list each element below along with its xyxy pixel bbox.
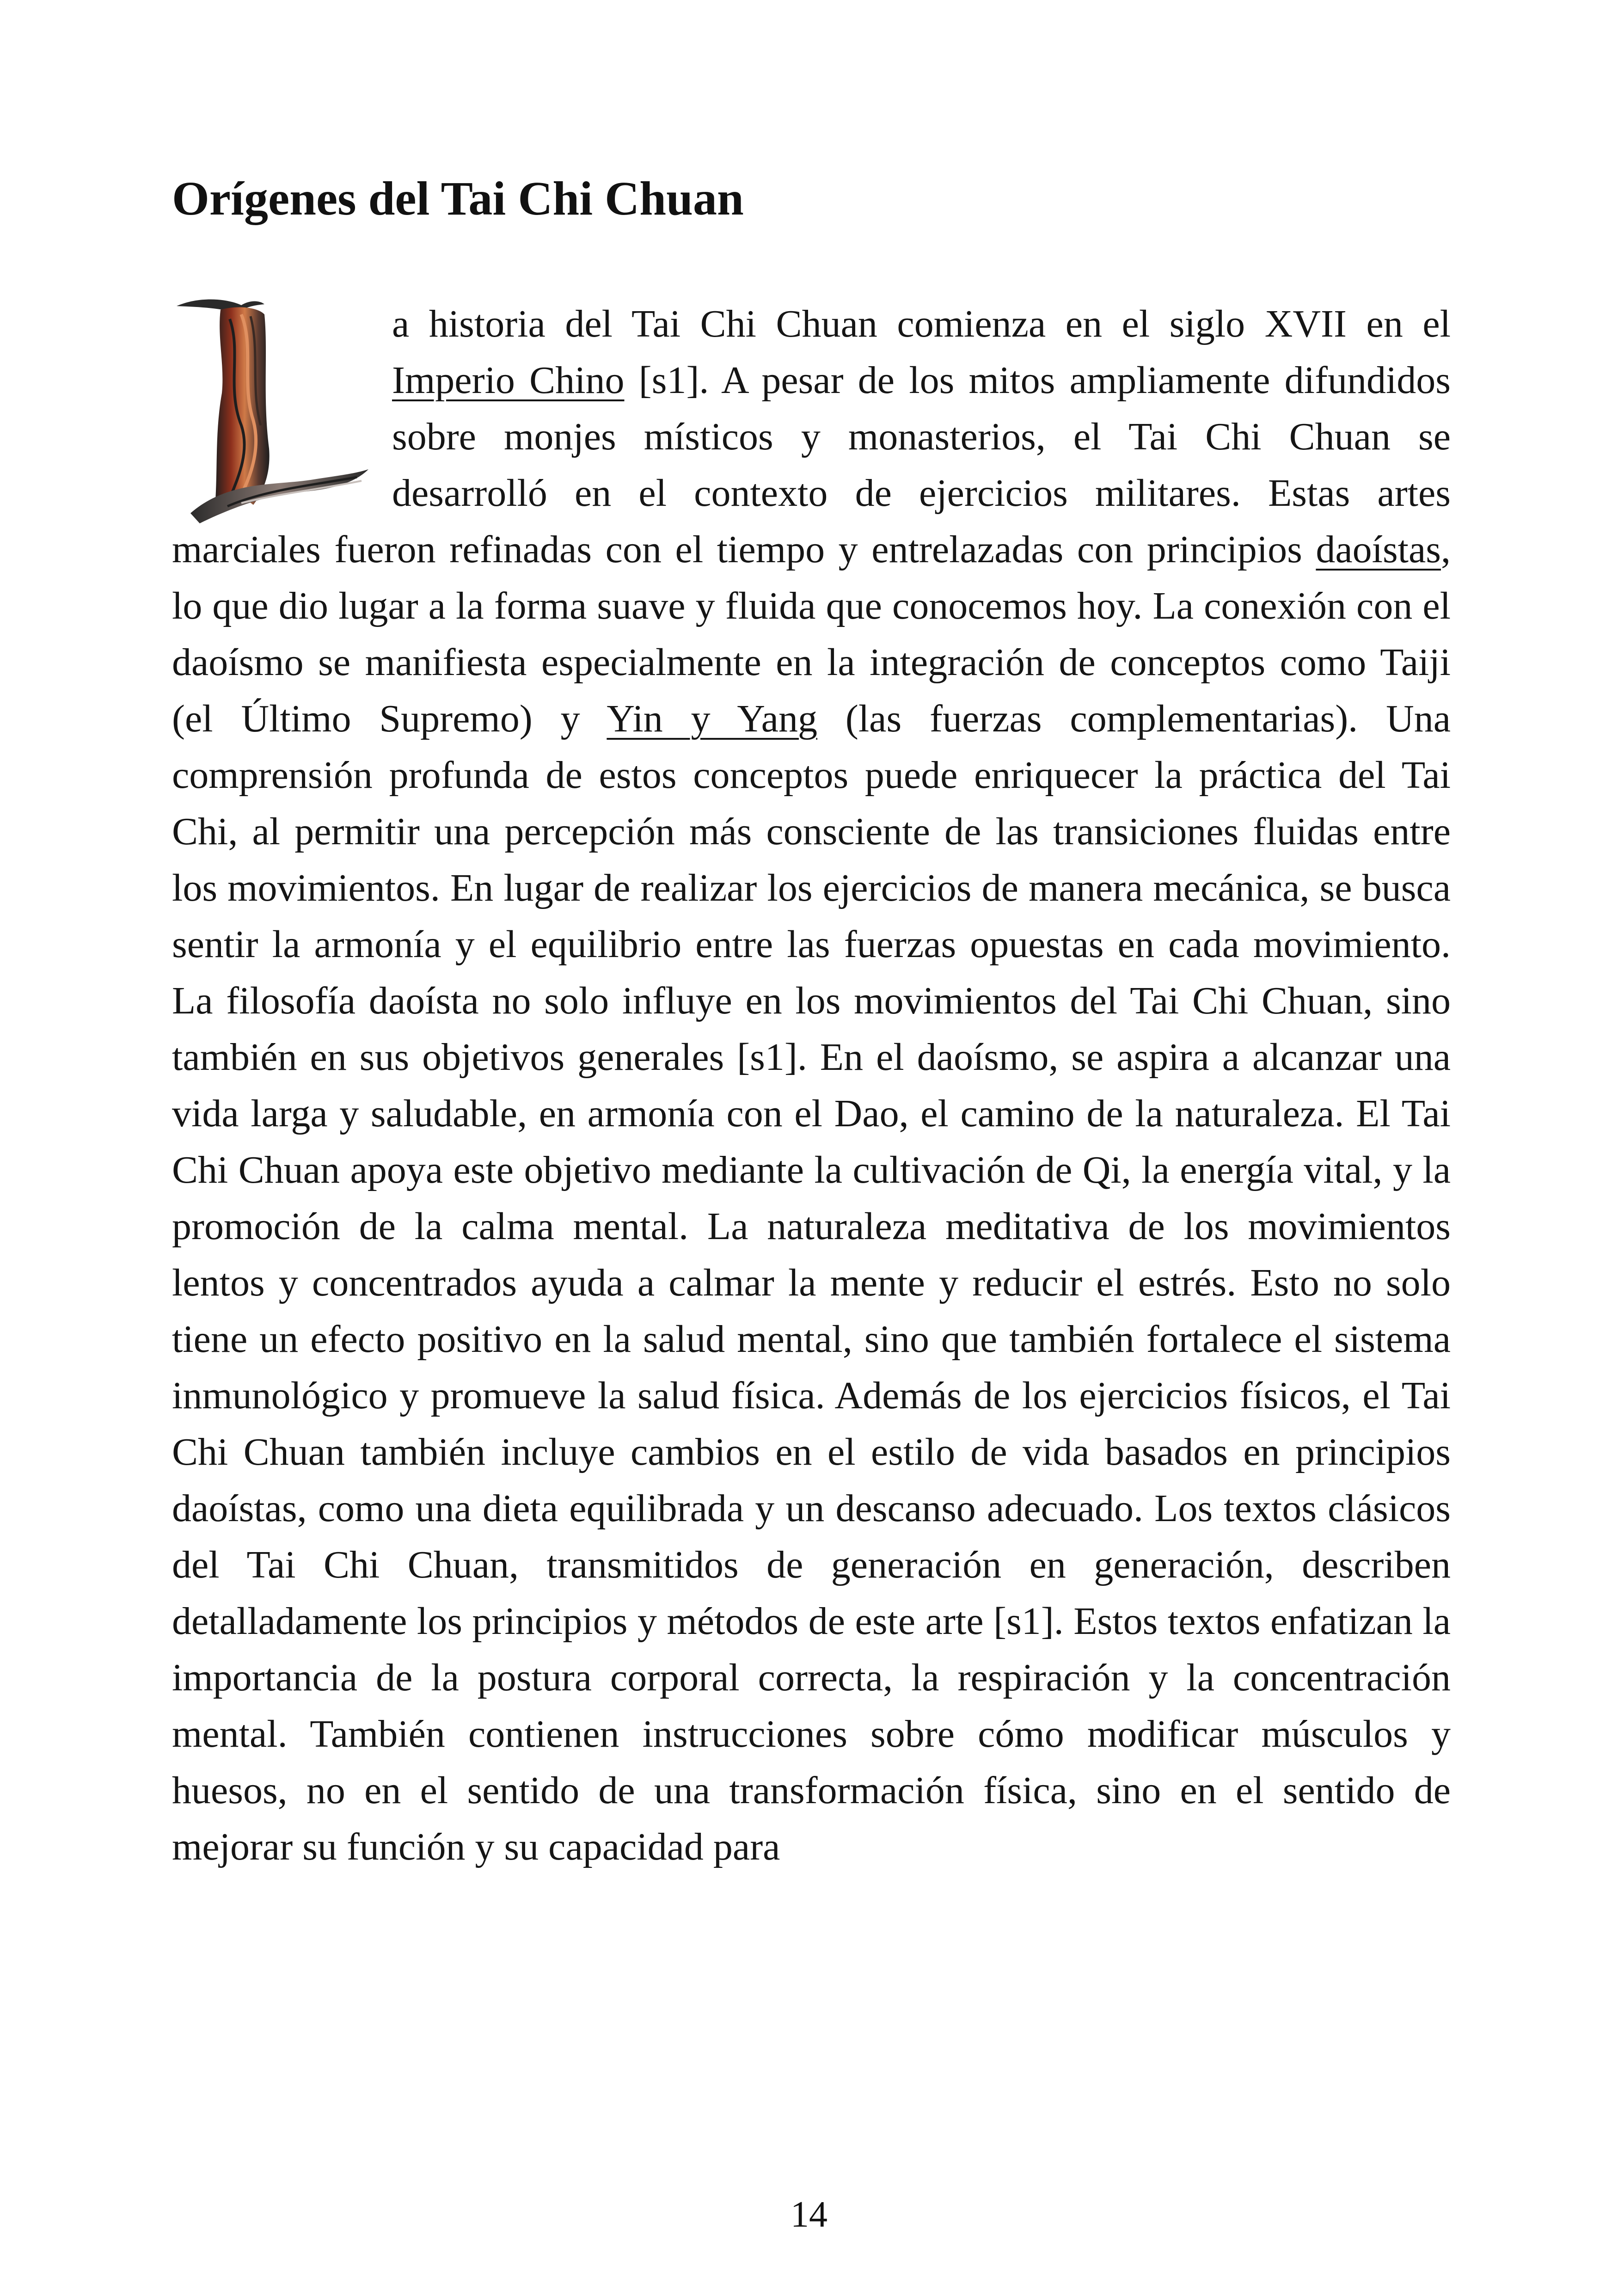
text-segment: [s1]. A pesar de los mitos ampliamente difundidos sobre monjes místicos y monasterios, el Tai Chi Chuan se desarrolló en el contexto de ejercicios militares. Estas artes marciales fueron refinadas con el tiempo y entrelazadas con principios bbox=[172, 359, 1451, 571]
link-imperio-chino[interactable]: Imperio Chino bbox=[392, 359, 625, 402]
text-segment: , lo que dio lugar a la forma suave y fluida que conocemos hoy. La conexión con el daoísmo se manifiesta especialmente en la integración de conceptos como Taiji (el Último Supremo) y bbox=[172, 528, 1451, 740]
link-daoistas[interactable]: daoístas bbox=[1316, 528, 1441, 571]
text-segment: (las fuerzas complementarias). Una comprensión profunda de estos conceptos puede enriquecer la práctica del Tai Chi, al permitir una percepción más consciente de las transiciones fluidas entre los movimientos. En lugar de realizar los ejercicios de manera mecánica, se busca sentir la armonía y el equilibrio entre las fuerzas opuestas en cada movimiento. La filosofía daoísta no solo influye en los movimientos del Tai Chi Chuan, sino también en sus objetivos generales [s1]. En el daoísmo, se aspira a alcanzar una vida larga y saludable, en armonía con el Dao, el camino de la naturaleza. El Tai Chi Chuan apoya este objetivo mediante la cultivación de Qi, la energía vital, y la promoción de la calma mental. La naturaleza meditativa de los movimientos lentos y concentrados ayuda a calmar la mente y reducir el estrés. Esto no solo tiene un efecto positivo en la salud mental, sino que también fortalece el sistema inmunológico y promueve la salud física. Además de los ejercicios físicos, el Tai Chi Chuan también incluye cambios en el estilo de vida basados en principios daoístas, como una dieta equilibrada y un descanso adecuado. Los textos clásicos del Tai Chi Chuan, transmitidos de generación en generación, describen detalladamente los principios y métodos de este arte [s1]. Estos textos enfatizan la importancia de la postura corporal correcta, la respiración y la concentración mental. También contienen instrucciones sobre cómo modificar músculos y huesos, no en el sentido de una transformación física, sino en el sentido de mejorar su función y su capacidad para bbox=[172, 697, 1451, 1868]
body-paragraph bbox=[172, 296, 1451, 1875]
chapter-heading: Orígenes del Tai Chi Chuan bbox=[172, 172, 744, 225]
link-yin-y-yang[interactable]: Yin y Yang bbox=[607, 697, 817, 740]
text-segment: a historia del Tai Chi Chuan comienza en el siglo XVII en el bbox=[392, 302, 1451, 345]
page-number: 14 bbox=[791, 2194, 827, 2235]
dropcap-spacer bbox=[172, 296, 392, 522]
